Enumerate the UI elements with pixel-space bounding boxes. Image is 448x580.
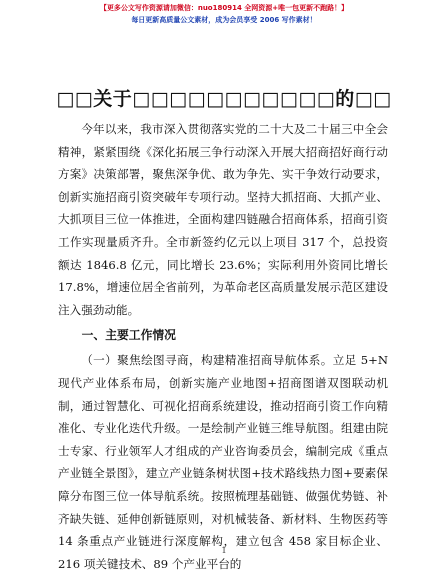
- document-body: [58, 118, 388, 575]
- section-heading: 一、主要工作情况: [81, 328, 176, 343]
- promo-banner: [0, 2, 448, 26]
- body-paragraph: （一）聚焦绘图寻商，构建精准招商导航体系。立足 5+N 现代产业体系布局，创新实施产业地图+招商图谱双图联动机制，通过智慧化、可视化招商系统建设，推动招商引资工作向精准化、专业化迭代升级。一是绘制产业链三维导航图。组建由院士专家、行业领军人才组成的产业咨询委员会，编制完成《重点产业链全景图》，建立产业链条树状图+技术路线热力图+要素保障分布图三位一体导航系统。按照梳理基础链、做强优势链、补齐缺失链、延伸创新链原则，对机械装备、新材料、生物医药等 14 条重点产业链进行深度解构，建立包含 458 家目标企业、216 项关键技术、89 个产业平台的: [58, 353, 388, 571]
- intro-paragraph: 今年以来，我市深入贯彻落实党的二十大及二十届三中全会精神，紧紧围绕《深化拓展三争行动深入开展大招商招好商行动方案》决策部署，聚焦深争优、敢为争先、实干争效行动要求，创新实施招商引资突破年专项行动。坚持大抓招商、大抓产业、大抓项目三位一体推进，全面构建四链融合招商体系，招商引资工作实现量质齐升。全市新签约亿元以上项目 317 个，总投资额达 1846.8 亿元，同比增长 23.6%；实际利用外资同比增长 17.8%，增速位居全省前列，为革命老区高质量发展示范区建设注入强劲动能。: [58, 122, 388, 317]
- document-title: □□关于□□□□□□□□□□□的□□: [56, 88, 392, 110]
- promo-banner-line2: 每日更新高质量公文素材，成为会员享受 2006 写作素材！: [131, 16, 317, 24]
- promo-banner-line1: 【更多公文写作资源请加微信：nuo180914 全网资源+唯一包更新不跑路！】: [99, 4, 349, 12]
- page-number: 1: [221, 546, 227, 555]
